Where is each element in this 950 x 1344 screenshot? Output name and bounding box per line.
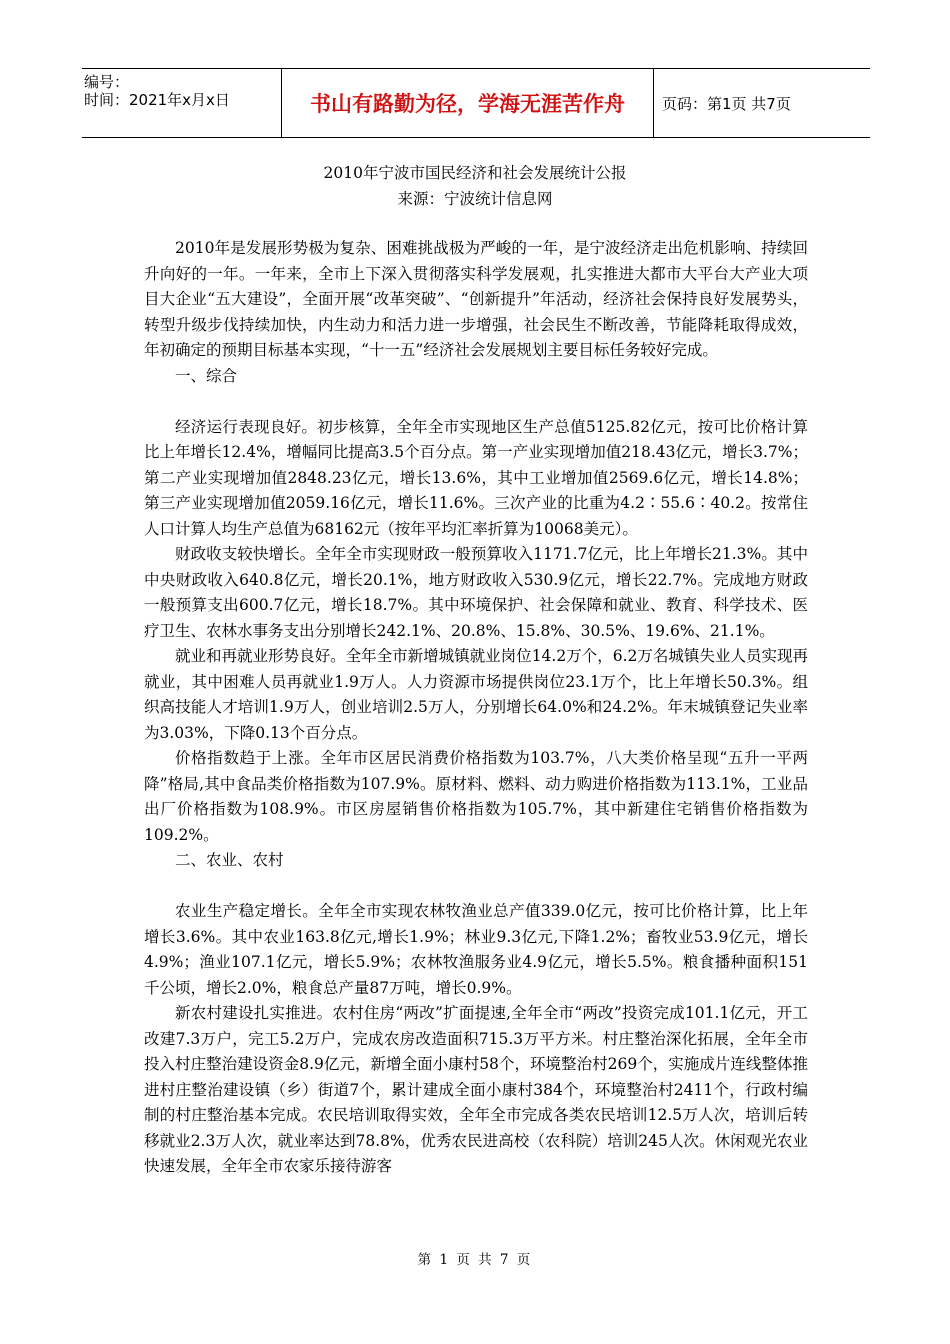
section-heading-agriculture: 二、农业、农村 xyxy=(175,851,284,869)
document-heading xyxy=(0,160,950,212)
document-source: 来源：宁波统计信息网 xyxy=(397,190,553,208)
document-body xyxy=(144,236,808,1180)
date-label: 时间：2021年x月x日 xyxy=(84,91,230,109)
paragraph-intro: 2010年是发展形势极为复杂、困难挑战极为严峻的一年，是宁波经济走出危机影响、持续回升向好的一年。一年来，全市上下深入贯彻落实科学发展观，扎实推进大都市大平台大产业大项目大企业“五大建设”，全面开展“改革突破”、“创新提升”年活动，经济社会保持良好发展势头，转型升级步伐持续加快，内生动力和活力进一步增强，社会民生不断改善，节能降耗取得成效，年初确定的预期目标基本实现，“十一五”经济社会发展规划主要目标任务较好完成。 xyxy=(144,239,808,359)
document-title: 2010年宁波市国民经济和社会发展统计公报 xyxy=(323,164,627,182)
section-heading-general: 一、综合 xyxy=(175,366,238,385)
paragraph-economy: 经济运行表现良好。初步核算，全年全市实现地区生产总值5125.82亿元，按可比价格计算比上年增长12.4%，增幅同比提高3.5个百分点。第一产业实现增加值218.43亿元，增长3.7%；第二产业实现增加值2848.23亿元，增长13.6%，其中工业增加值2569.6亿元，增长14.8%；第三产业实现增加值2059.16亿元，增长11.6%。三次产业的比重为4.2∶55.6∶40.2。按常住人口计算人均生产总值为68162元（按年平均汇率折算为10068美元）。 xyxy=(144,417,808,538)
doc-number-label: 编号： xyxy=(84,73,130,91)
header-motto: 书山有路勤为径，学海无涯苦作舟 xyxy=(282,69,654,137)
header-page-info: 页码：第1页 共7页 xyxy=(662,94,791,113)
paragraph-rural: 新农村建设扎实推进。农村住房“两改”扩面提速,全年全市“两改”投资完成101.1亿元，开工改建7.3万户，完工5.2万户，完成农房改造面积715.3万平方米。村庄整治深化拓展，全年全市投入村庄整治建设资金8.9亿元，新增全面小康村58个，环境整治村269个，实施成片连线整体推进村庄整治建设镇（乡）街道7个，累计建成全面小康村384个，环境整治村2411个，行政村编制的村庄整治基本完成。农民培训取得实效，全年全市完成各类农民培训12.5万人次，培训后转移就业2.3万人次，就业率达到78.8%，优秀农民进高校（农科院）培训245人次。休闲观光农业快速发展，全年全市农家乐接待游客 xyxy=(144,1004,808,1175)
header-meta xyxy=(82,69,282,137)
paragraph-agriculture: 农业生产稳定增长。全年全市实现农林牧渔业总产值339.0亿元，按可比价格计算，比上年增长3.6%。其中农业163.8亿元,增长1.9%；林业9.3亿元,下降1.2%；畜牧业53.9亿元，增长4.9%；渔业107.1亿元，增长5.9%；农林牧渔服务业4.9亿元，增长5.5%。粮食播种面积151千公顷，增长2.0%，粮食总产量87万吨，增长0.9%。 xyxy=(144,902,808,997)
paragraph-finance: 财政收支较快增长。全年全市实现财政一般预算收入1171.7亿元，比上年增长21.3%。其中中央财政收入640.8亿元，增长20.1%，地方财政收入530.9亿元，增长22.7%。完成地方财政一般预算支出600.7亿元，增长18.7%。其中环境保护、社会保障和就业、教育、科学技术、医疗卫生、农林水事务支出分别增长242.1%、20.8%、15.8%、30.5%、19.6%、21.1%。 xyxy=(144,545,808,640)
page-header xyxy=(82,68,870,138)
paragraph-prices: 价格指数趋于上涨。全年市区居民消费价格指数为103.7%，八大类价格呈现“五升一平两降”格局,其中食品类价格指数为107.9%。原材料、燃料、动力购进价格指数为113.1%，工业品出厂价格指数为108.9%。市区房屋销售价格指数为105.7%，其中新建住宅销售价格指数为109.2%。 xyxy=(144,749,808,844)
paragraph-employment: 就业和再就业形势良好。全年全市新增城镇就业岗位14.2万个，6.2万名城镇失业人员实现再就业，其中困难人员再就业1.9万人。人力资源市场提供岗位23.1万个，比上年增长50.3%。组织高技能人才培训1.9万人，创业培训2.5万人，分别增长64.0%和24.2%。年末城镇登记失业率为3.03%，下降0.13个百分点。 xyxy=(144,647,808,742)
page-footer: 第 1 页 共 7 页 xyxy=(417,1252,533,1268)
